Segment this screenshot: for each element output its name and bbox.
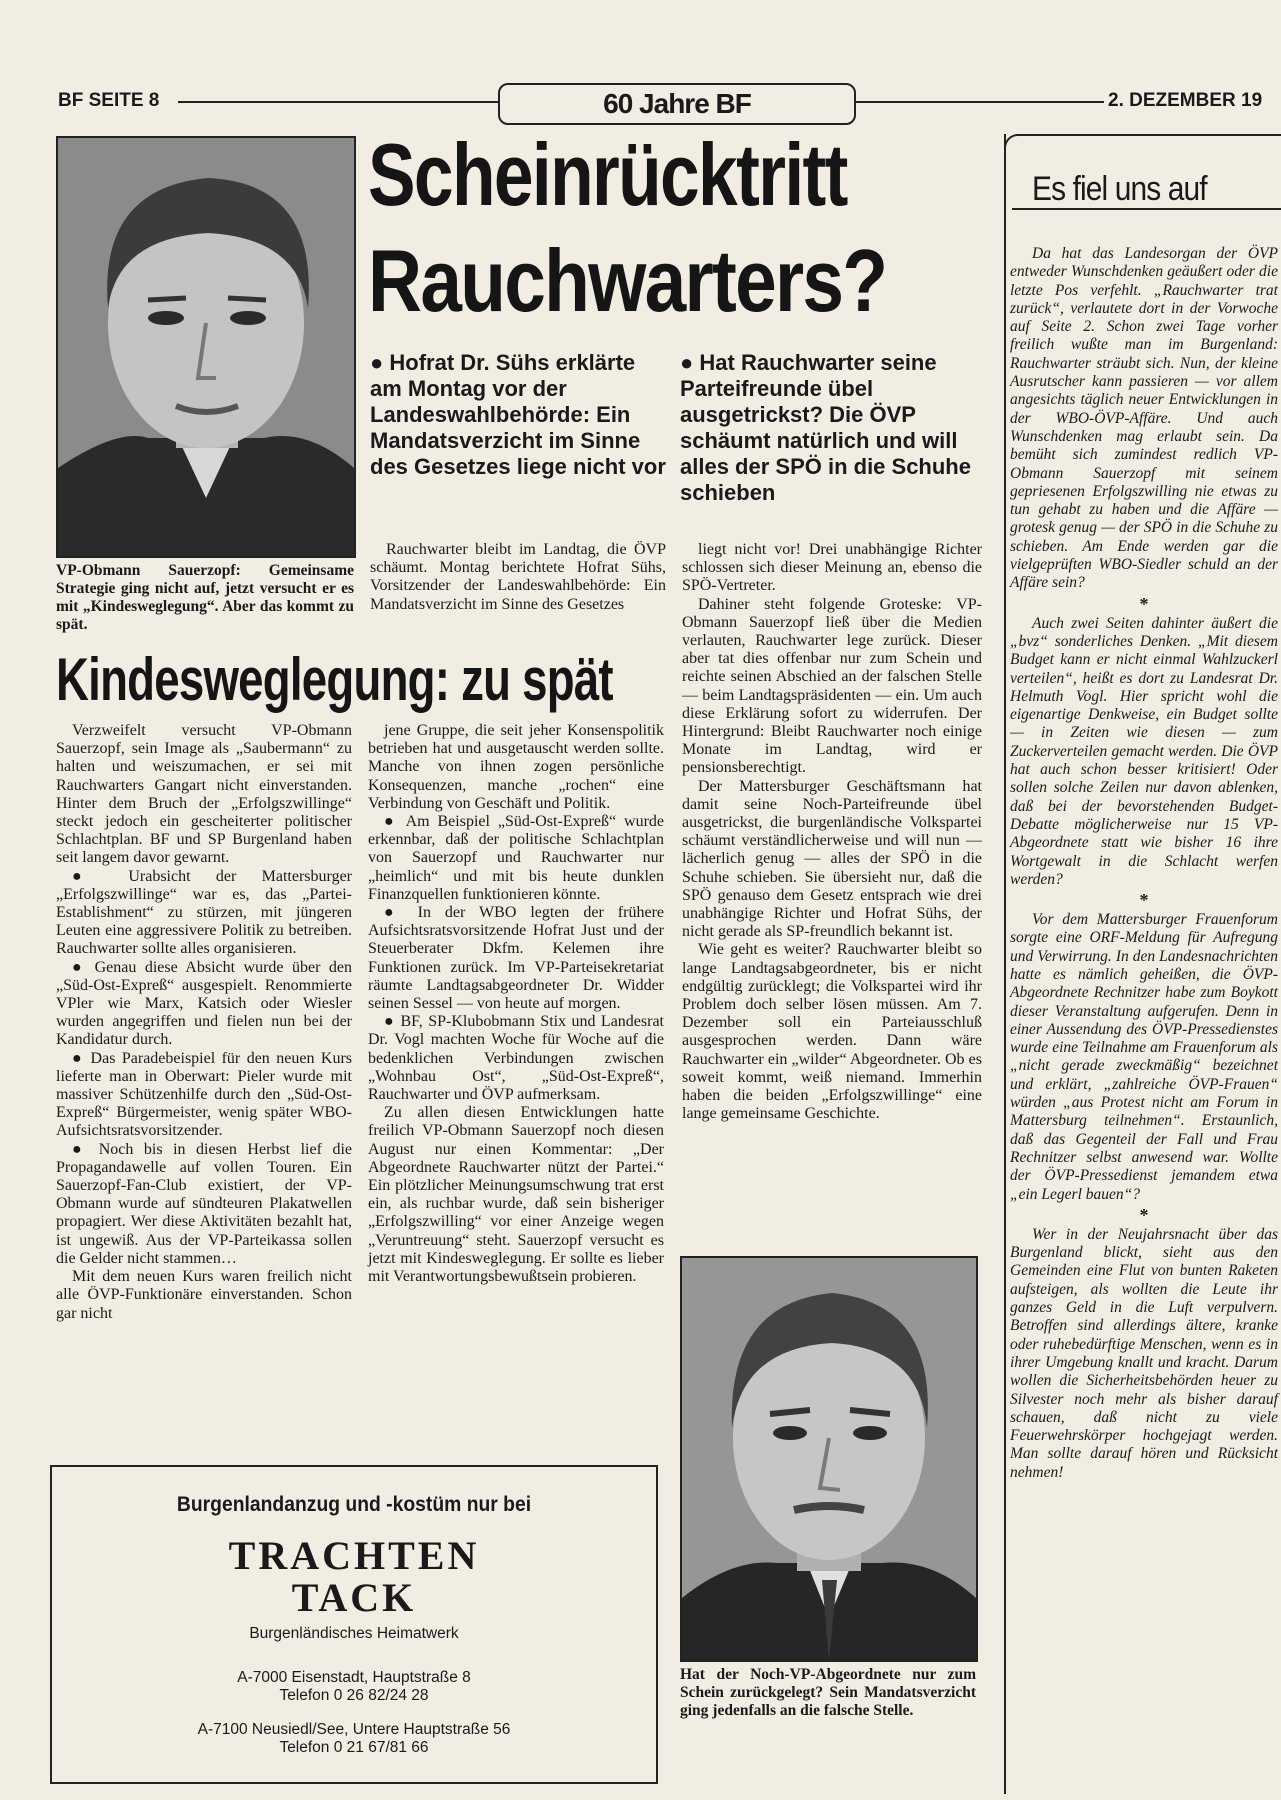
bullet-dot-icon: ●: [680, 350, 700, 375]
second-headline: Kindesweglegung: zu spät: [56, 646, 613, 713]
ad-brand-line2: TACK: [291, 1575, 417, 1620]
main-bullet-1-text: Hofrat Dr. Sühs erklärte am Montag vor der Landeswahlbehörde: Ein Mandatsverzicht im Sinne des Gesetzes liege nicht vor: [370, 350, 666, 479]
sidebar-header: [1004, 134, 1281, 214]
article-paragraph: Dahiner steht folgende Groteske: VP-Obmann Sauerzopf ließ über die Medien verlauten, Rauchwarter lege zurück. Dieser aber tat dies offenbar nur zum Schein und reichte seinen Abschied an der falschen Stelle — beim Landtagspräsidenten — ein. Um auch diese Erklärung sofort zu widerrufen. Der Hintergrund: Bleibt Rauchwarter noch einige Monate im Landtag, wird er pensionsberechtigt.: [682, 595, 982, 777]
star-separator-icon: *: [1139, 1204, 1149, 1225]
main-headline-line1: Scheinrücktritt: [368, 125, 847, 224]
article-paragraph: Wie geht es weiter? Rauchwarter bleibt so lange Landtagsabgeordneter, bis er nicht endgültig zurücklegt; die Volkspartei wird ihr Problem doch selber lösen müssen. Am 7. Dezember soll ein Parteiausschluß ausgesprochen werden. Dann wäre Rauchwarter ein „wilder“ Abgeordneter. Ob es soweit kommt, weiß niemand. Immerhin haben die beiden „Erfolgszwillinge“ eine lange gemeinsame Geschichte.: [682, 941, 982, 1123]
header-rule-right: [854, 101, 1104, 103]
header-rule-left: [178, 101, 498, 103]
portrait-photo-icon: [682, 1258, 976, 1660]
article-paragraph: ● BF, SP-Klubobmann Stix und Landesrat Dr. Vogl machten Woche für Woche auf die bedenklichen Verbindungen zwischen „Wohnbau Ost“, „Süd-Ost-Expreß“, Rauchwarter und ÖVP aufmerksam.: [368, 1013, 664, 1104]
section-title: 60 Jahre BF: [498, 83, 856, 125]
sidebar-paragraph: Auch zwei Seiten dahinter äußert die „bvz“ sonderliches Denken. „Mit diesem Budget kann er nicht einmal Wahlzuckerl verteilen“, heißt es dort zu Landesrat Dr. Helmuth Vogl. Hier spricht wohl die eigenartige Denkweise, ein Budget sollte — in Zeiten wie diesen — zum Zuckerverteilen gemacht werden. Die ÖVP hat auch schon besser kritisiert! Oder sollen solche Zeilen nur davon ablenken, daß bei der bevorstehenden Budget-Debatte möglicherweise nur 15 VP-Abgeordnete statt wie bisher 16 ihre Wortgewalt in die Schlacht werfen werden?: [1010, 614, 1278, 888]
ad-address-1: A-7000 Eisenstadt, Hauptstraße 8: [237, 1669, 471, 1686]
article-paragraph: Mit dem neuen Kurs waren freilich nicht alle ÖVP-Funktionäre einverstanden. Schon gar nicht: [56, 1268, 352, 1322]
article-paragraph: Der Mattersburger Geschäftsmann hat damit seine Noch-Parteifreunde übel ausgetrickst, die burgenländische Volkspartei schäumt verständlicherweise und will nun — lächerlich genug — alles der SPÖ in die Schuhe schieben. Sie übersieht nur, daß die SPÖ genauso dem Gesetz entsprach wie drei unabhängige Richter und Hofrat Sühs, der nicht gerade als SP-freundlich bekannt ist.: [682, 777, 982, 941]
article-paragraph: Verzweifelt versucht VP-Obmann Sauerzopf, sein Image als „Saubermann“ zu halten und weiszumachen, er sei mit Rauchwarters Gangart nicht einverstanden. Hinter dem Bruch der „Erfolgszwillinge“ steckt jedoch ein gescheiterter politischer Schlachtplan. BF und SP Burgenland haben seit langem davor gewarnt.: [56, 722, 352, 867]
article-paragraph: jene Gruppe, die seit jeher Konsenspolitik betrieben hat und ausgetauscht werden sollte. Manche von ihnen zogen persönliche Konsequenzen, manche „rochen“ eine Verbindung von Geschäft und Politik.: [368, 722, 664, 812]
main-bullet-2: [680, 350, 980, 506]
article-paragraph: ● Urabsicht der Mattersburger „Erfolgszwillinge“ war es, das „Partei-Establishment“ zu stürzen, mit jüngeren Leuten eine aggressivere Politik zu betreiben. Rauchwarter sollte alles organisieren.: [56, 868, 352, 959]
photo-top-caption: VP-Obmann Sauerzopf: Gemeinsame Strategie ging nicht auf, jetzt versucht er es mit „Kindesweglegung“. Aber das kommt zu spät.: [56, 562, 354, 633]
portrait-photo-top: [56, 136, 356, 558]
sidebar-paragraph: Wer in der Neujahrsnacht über das Burgenland blickt, sieht aus den Gemeinden eine Flut von bunten Raketen aufsteigen, als wollten die Leute ihr ganzes Geld in die Luft verpulvern. Betroffen sind allerdings ältere, kranke oder ruhebedürftige Menschen, wenn es in ihrer Umgebung knallt und kracht. Darum wollen die Sicherheitsbehörden heuer zu Silvester noch mehr als bisher darauf schauen, daß nicht zu viele Feuerwehrskörper hochgejagt werden. Man sollte darauf hören und Rücksicht nehmen!: [1010, 1225, 1278, 1481]
sidebar-title: Es fiel uns auf: [1032, 170, 1207, 208]
article-paragraph: ● Das Paradebeispiel für den neuen Kurs lieferte man in Oberwart: Pieler wurde mit massiver Schützenhilfe durch den „Süd-Ost-Expreß“ Bürgermeister, wenig später WBO-Aufsichtsratsvorsitzender.: [56, 1050, 352, 1141]
ad-headline: Burgenlandanzug und -kostüm nur bei: [176, 1493, 532, 1516]
ad-phone-1: Telefon 0 26 82/24 28: [279, 1687, 429, 1704]
ad-subtitle: Burgenländisches Heimatwerk: [249, 1625, 459, 1642]
star-separator-icon: *: [1139, 593, 1149, 614]
page-date: 2. DEZEMBER 19: [1108, 90, 1263, 111]
advertisement-box: [50, 1465, 658, 1784]
article-paragraph: ● Noch bis in diesen Herbst lief die Propagandawelle auf vollen Touren. Ein Sauerzopf-Fan-Club existiert, der VP-Obmann wurde auf sündteuren Plakatwellen propagiert. Wer diese Aktivitäten bezahlt hat, ist ungewiß. Aus der VP-Parteikassa sollen die Gelder nicht stammen…: [56, 1141, 352, 1268]
main-article-col1: [370, 541, 666, 614]
second-article-col2: [368, 722, 664, 1286]
sidebar-paragraph: Vor dem Mattersburger Frauenforum sorgte eine ORF-Meldung für Aufregung und Verwirrung. In den Landesnachrichten hatte es nämlich geheißen, die ÖVP-Abgeordnete Rechnitzer habe zum Boykott dieser Veranstaltung aufgerufen. Denn in einer Aussendung des ÖVP-Pressedienstes wurde eine Teilnahme am Frauenforum als „nicht gerade zweckmäßig“ bezeichnet und erklärt, „zahlreiche ÖVP-Frauen“ würden „aus Protest nicht am Forum in Mattersburg teilnehmen“. Erstaunlich, daß das Gegenteil der Fall und Frau Rechnitzer selbst anwesend war. Wollte der ÖVP-Pressedienst jemandem etwa „ein Legerl bauen“?: [1010, 911, 1278, 1203]
second-article-col1: [56, 722, 352, 1323]
article-paragraph: ● Am Beispiel „Süd-Ost-Expreß“ wurde erkennbar, daß der politische Schlachtplan von Sauerzopf und Rauchwarter nur „heimlich“ und mit bis heute dunklen Finanzquellen funktionieren könnte.: [368, 813, 664, 904]
portrait-photo-bottom: [680, 1256, 978, 1662]
ad-phone-2: Telefon 0 21 67/81 66: [279, 1739, 429, 1756]
article-paragraph: Rauchwarter bleibt im Landtag, die ÖVP schäumt. Montag berichtete Hofrat Sühs, Vorsitzender der Landeswahlbehörde: Ein Mandatsverzicht im Sinne des Gesetzes: [370, 541, 666, 613]
ad-address-2: A-7100 Neusiedl/See, Untere Hauptstraße 56: [197, 1721, 511, 1738]
article-paragraph: liegt nicht vor! Drei unabhängige Richter schlossen sich dieser Meinung an, ebenso die SPÖ-Vertreter.: [682, 541, 982, 595]
sidebar-paragraph: Da hat das Landesorgan der ÖVP entweder Wunschdenken geäußert oder die letzte Pos verfehlt. „Rauchwarter trat zurück“, verlautete dort in der Vorwoche auf Seite 2. Schon zwei Tage vorher freilich wußte man im Burgenland: Rauchwarter sträubt sich. Nun, der kleine Ausrutscher kann passieren — vor allem angesichts täglich neuer Entwicklungen in der WBO-ÖVP-Affäre. Und auch Wunschdenken mag erlaubt sein. Da bemüht sich zumindest redlich VP-Obmann Sauerzopf mit seinem gepriesenen Erfolgszwilling nie etwas zu tun gehabt zu haben und die Affäre — grotesk genug — der SPÖ in die Schuhe zu schieben. Am Ende werden gar die vielgeprüften WBO-Siedler schuld an der Affäre sein?: [1010, 245, 1278, 592]
sidebar-text: [1010, 245, 1278, 1482]
page-label: BF SEITE 8: [58, 90, 160, 111]
star-separator-icon: *: [1139, 890, 1149, 911]
photo-bottom-caption: Hat der Noch-VP-Abgeordnete nur zum Schein zurückgelegt? Sein Mandatsverzicht ging jedenfalls an die falsche Stelle.: [680, 1666, 976, 1719]
main-article-col2: [682, 541, 982, 1124]
portrait-photo-icon: [58, 138, 354, 556]
main-headline-line2: Rauchwarters?: [368, 231, 887, 330]
article-paragraph: ● Genau diese Absicht wurde über den „Süd-Ost-Expreß“ ausgespielt. Renommierte VPler wie Marx, Katsich oder Wiesler wurden angegriffen und fielen nun bei der Kandidatur durch.: [56, 959, 352, 1050]
bullet-dot-icon: ●: [370, 350, 390, 375]
article-paragraph: Zu allen diesen Entwicklungen hatte freilich VP-Obmann Sauerzopf noch diesen August nur einen Kommentar: „Der Abgeordnete Rauchwarter nützt der Partei.“ Ein plötzlicher Meinungsumschwung trat erst ein, als ruchbar wurde, daß sein bisheriger „Erfolgszwilling“ vor einer Anzeige wegen „Veruntreuung“ steht. Sauerzopf versucht es jetzt mit Kindesweglegung. Er sollte es lieber mit Verantwortungsbewußtsein probieren.: [368, 1104, 664, 1286]
main-bullet-2-text: Hat Rauchwarter seine Parteifreunde übel ausgetrickst? Die ÖVP schäumt natürlich und will alles der SPÖ in die Schuhe schieben: [680, 350, 971, 505]
ad-brand-line1: TRACHTEN: [228, 1533, 480, 1578]
article-paragraph: ● In der WBO legten der frühere Aufsichtsratsvorsitzende Hofrat Just und der Steuerberater Dkfm. Kelemen ihre Funktionen zurück. Im VP-Parteisekretariat räumte Landtagsabgeordneter Dr. Widder seinen Sessel — von heute auf morgen.: [368, 904, 664, 1013]
main-bullet-1: [370, 350, 670, 480]
